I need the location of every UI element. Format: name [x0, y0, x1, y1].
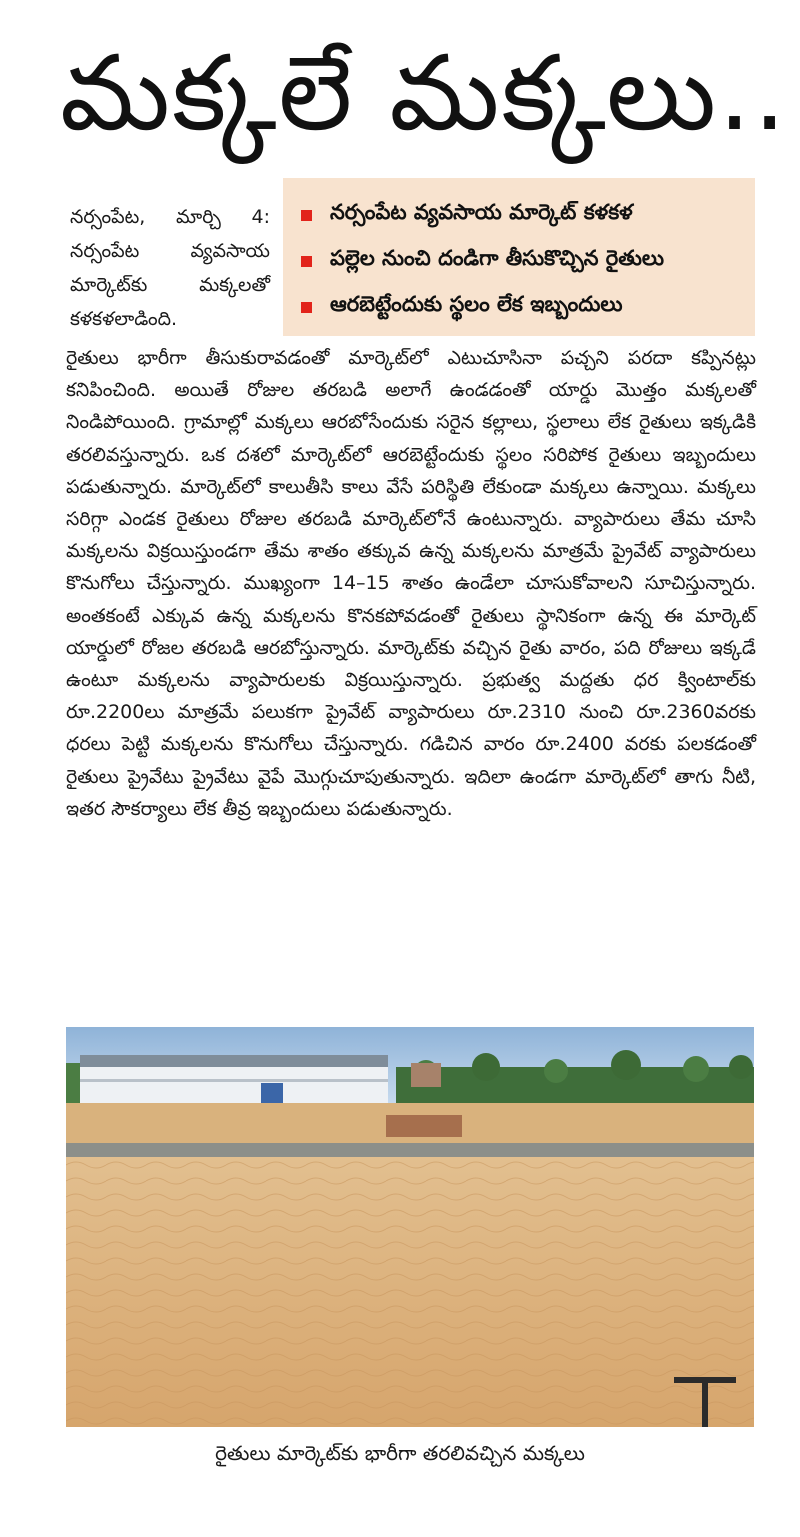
market-yard-photo [66, 1027, 754, 1427]
highlight-text: పల్లెల నుంచి దండిగా తీసుకొచ్చిన రైతులు [330, 246, 665, 270]
photo-caption: రైతులు మార్కెట్‌కు భారీగా తరలివచ్చిన మక్కలు [215, 1441, 585, 1465]
bullet-square-icon [301, 256, 312, 267]
bullet-square-icon [301, 210, 312, 221]
highlight-item [301, 284, 745, 330]
highlight-item [301, 238, 745, 284]
photo-illustration [66, 1027, 754, 1427]
bullet-square-icon [301, 302, 312, 313]
highlight-text: నర్సంపేట వ్యవసాయ మార్కెట్‌ కళకళ [330, 200, 633, 224]
highlight-item [301, 192, 745, 238]
highlights-box [283, 178, 755, 336]
headline: మక్కలే మక్కలు.. [60, 32, 789, 154]
article-dateline: నర్సంపేట, మార్చి 4: నర్సంపేట వ్యవసాయ మార్కెట్‌కు మక్కలతో కళకళలాడింది. [70, 206, 270, 330]
article-body: రైతులు భారీగా తీసుకురావడంతో మార్కెట్‌లో ఎటుచూసినా పచ్చని పరదా కప్పినట్లు కనిపించింది. అయితే రోజుల తరబడి అలాగే ఉండడంతో యార్డు మొత్తం మక్కలతో నిండిపోయింది. గ్రామాల్లో మక్కలు ఆరబోసేందుకు సరైన కల్లాలు, స్థలాలు లేక రైతులు ఇక్కడికి తరలివస్తున్నారు. ఒక దశలో మార్కెట్‌లో ఆరబెట్టేందుకు స్థలం సరిపోక రైతులు ఇబ్బందులు పడుతున్నారు. మార్కెట్‌లో కాలుతీసి కాలు వేసే పరిస్థితి లేకుండా మక్కలు ఉన్నాయి. మక్కలు సరిగ్గా ఎండక రైతులు రోజుల తరబడి మార్కెట్‌లోనే ఉంటున్నారు. వ్యాపారులు తేమ చూసి మక్కలను విక్రయిస్తుండగా తేమ శాతం తక్కువ ఉన్న మక్కలను మాత్రమే ప్రైవేట్‌ వ్యాపారులు కొనుగోలు చేస్తున్నారు. ముఖ్యంగా 14–15 శాతం ఉండేలా చూసుకోవాలని సూచిస్తున్నారు. అంతకంటే ఎక్కువ ఉన్న మక్కలను కొనకపోవడంతో రైతులు స్థానికంగా ఉన్న ఈ మార్కెట్‌ యార్డులో రోజల తరబడి ఆరబోస్తున్నారు. మార్కెట్‌కు వచ్చిన రైతు వారం, పది రోజులు ఇక్కడే ఉంటూ మక్కలను వ్యాపారులకు విక్రయిస్తున్నారు. ప్రభుత్వ మద్దతు ధర క్వింటాల్‌కు రూ.2200లు మాత్రమే పలుకగా ప్రైవేట్‌ వ్యాపారులు రూ.2310 నుంచి రూ.2360వరకు ధరలు పెట్టి మక్కలను కొనుగోలు చేస్తున్నారు. గడిచిన వారం రూ.2400 వరకు పలకడంతో రైతులు ప్రైవేటు ప్రైవేటు వైపే మొగ్గుచూపుతున్నారు. ఇదిలా ఉండగా మార్కెట్‌లో తాగు నీటి, ఇతర సౌకర్యాలు లేక తీవ్ర ఇబ్బందులు పడుతున్నారు. [66, 347, 756, 820]
highlight-text: ఆరబెట్టేందుకు స్థలం లేక ఇబ్బందులు [330, 292, 623, 316]
